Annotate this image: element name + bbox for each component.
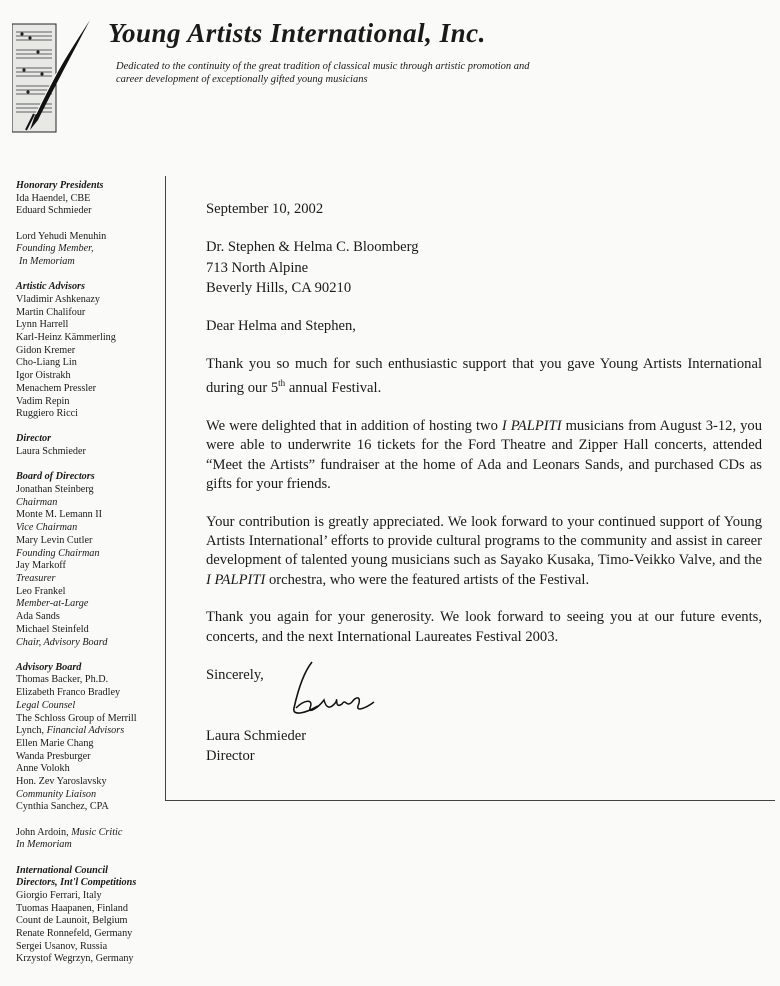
roster-role: Chair, Advisory Board (16, 636, 108, 648)
roster-name: Menachem Pressler (16, 382, 97, 394)
letter-body (206, 200, 762, 766)
section-heading: Director (16, 433, 52, 445)
closing-block (206, 666, 762, 726)
paragraph-text: orchestra, who were the featured artists of the Festival. (265, 571, 590, 588)
organization-tagline: Dedicated to the continuity of the great tradition of classical music through artistic promotion and career development of exceptionally gifted young musicians (116, 61, 530, 85)
roster-role: Founding Member, (16, 243, 94, 255)
roster-name: Ida Haendel, CBE (16, 192, 91, 204)
roster-name: Elizabeth Franco Bradley (16, 687, 121, 699)
paragraph-text: We were delighted that in addition of hosting two (206, 418, 502, 435)
director-group (16, 433, 162, 458)
roster-role: Financial Advisors (46, 725, 125, 737)
recipient-address (206, 237, 762, 299)
roster-name: Martin Chalifour (16, 306, 86, 318)
roster-name: Jonathan Steinberg (16, 484, 94, 496)
complimentary-close: Sincerely, (206, 666, 264, 683)
roster-name: Count de Launoit, Belgium (16, 915, 128, 927)
paragraph-contribution (206, 513, 762, 590)
roster-name-with-role (16, 827, 162, 840)
section-heading: Advisory Board (16, 661, 82, 673)
logo-quill-music-sheet (12, 18, 92, 136)
paragraph-text: Your contribution is greatly appreciated. We look forward to your continued support of Young Artists International’ efforts to provide cultural programs to the community and assist in career development of talented young musicians such as Sayako Kusaka, Timo-Veikko Valve, and the (206, 513, 762, 569)
roster-name: Mary Levin Cutler (16, 534, 93, 546)
paragraph-text: Thank you so much for such enthusiastic support that you gave Young Artists International during our 5 (206, 356, 762, 397)
roster-name: Eduard Schmieder (16, 205, 92, 217)
board-of-directors-group (16, 471, 162, 649)
menuhin-group (16, 231, 162, 269)
roster-name: Leo Frankel (16, 585, 66, 597)
roster-name: Vladimir Ashkenazy (16, 293, 101, 305)
paragraph-text: musicians from August 3-12, you were able to underwrite 16 tickets for the Ford Theatre and Zipper Hall concerts, attended “Meet the Artists” fundraiser at the home of Ada and Leonars Sands, and purchased CDs as gifts for your friends. (206, 418, 762, 492)
artistic-advisors-group (16, 281, 162, 421)
roster-name: Cynthia Sanchez, CPA (16, 801, 109, 813)
roster-name: Vadim Repin (16, 395, 70, 407)
roster-name-with-role (16, 725, 162, 738)
board-roster-sidebar (16, 180, 162, 979)
section-heading: Directors, Int'l Competitions (16, 877, 137, 889)
roster-name: Sergei Usanov, Russia (16, 940, 108, 952)
roster-name: Monte M. Lemann II (16, 509, 103, 521)
ensemble-name: I PALPITI (206, 571, 266, 588)
roster-name: Lord Yehudi Menuhin (16, 230, 107, 242)
address-line: Dr. Stephen & Helma C. Bloomberg (206, 239, 419, 256)
roster-role: Treasurer (16, 572, 56, 584)
advisory-board-group (16, 662, 162, 814)
roster-role: Community Liaison (16, 788, 97, 800)
roster-name: Cho-Liang Lin (16, 357, 77, 369)
roster-name: Lynch, (16, 725, 47, 737)
handwritten-signature (284, 658, 394, 720)
vertical-divider (165, 176, 166, 801)
paragraph-text: annual Festival. (285, 380, 382, 397)
roster-name: Laura Schmieder (16, 446, 86, 458)
signer-name: Laura Schmieder (206, 727, 307, 744)
roster-name: Anne Volokh (16, 763, 70, 775)
roster-name: Ellen Marie Chang (16, 737, 94, 749)
honorary-presidents-group (16, 180, 162, 218)
roster-name: Giorgio Ferrari, Italy (16, 889, 102, 901)
paragraph-activities (206, 417, 762, 494)
roster-name: Karl-Heinz Kämmerling (16, 332, 116, 344)
section-heading: Artistic Advisors (16, 281, 85, 293)
roster-name: Jay Markoff (16, 560, 66, 572)
international-council-group (16, 865, 162, 967)
roster-role: Member-at-Large (16, 598, 89, 610)
paragraph-closing-thanks: Thank you again for your generosity. We look forward to seeing you at our future events, concerts, and the next International Laureates Festival 2003. (206, 609, 762, 645)
ardoin-group (16, 827, 162, 852)
letter-date: September 10, 2002 (206, 201, 324, 217)
paragraph-thanks (206, 355, 762, 398)
roster-name: Gidon Kremer (16, 344, 76, 356)
roster-name: Ruggiero Ricci (16, 408, 78, 420)
roster-name: Lynn Harrell (16, 319, 69, 331)
roster-role: Chairman (16, 496, 58, 508)
roster-name: Tuomas Haapanen, Finland (16, 902, 128, 914)
roster-name: Michael Steinfeld (16, 623, 89, 635)
ensemble-name: I PALPITI (501, 418, 562, 435)
roster-role: Founding Chairman (16, 547, 100, 559)
signer-title: Director (206, 747, 255, 764)
roster-role: Music Critic (71, 826, 123, 838)
roster-role: Legal Counsel (16, 699, 76, 711)
roster-name: Renate Ronnefeld, Germany (16, 928, 133, 940)
roster-name: Ada Sands (16, 611, 60, 623)
roster-role: In Memoriam (16, 839, 72, 851)
horizontal-divider (165, 800, 775, 801)
section-heading: International Council (16, 864, 109, 876)
organization-name: Young Artists International, Inc. (108, 18, 486, 48)
roster-role: In Memoriam (19, 256, 75, 268)
roster-role: Vice Chairman (16, 522, 78, 534)
address-line: Beverly Hills, CA 90210 (206, 280, 352, 297)
roster-name: Igor Oistrakh (16, 370, 71, 382)
roster-name: Wanda Presburger (16, 750, 91, 762)
section-heading: Honorary Presidents (16, 180, 104, 191)
roster-name: The Schloss Group of Merrill (16, 712, 137, 724)
ordinal-superscript: th (278, 378, 286, 389)
address-line: 713 North Alpine (206, 259, 309, 276)
roster-name: Krzystof Wegrzyn, Germany (16, 953, 134, 965)
roster-name: John Ardoin, (16, 826, 72, 838)
signature-block (206, 726, 762, 766)
section-heading: Board of Directors (16, 471, 95, 483)
roster-name: Hon. Zev Yaroslavsky (16, 776, 107, 788)
roster-name: Thomas Backer, Ph.D. (16, 674, 109, 686)
salutation: Dear Helma and Stephen, (206, 318, 356, 335)
